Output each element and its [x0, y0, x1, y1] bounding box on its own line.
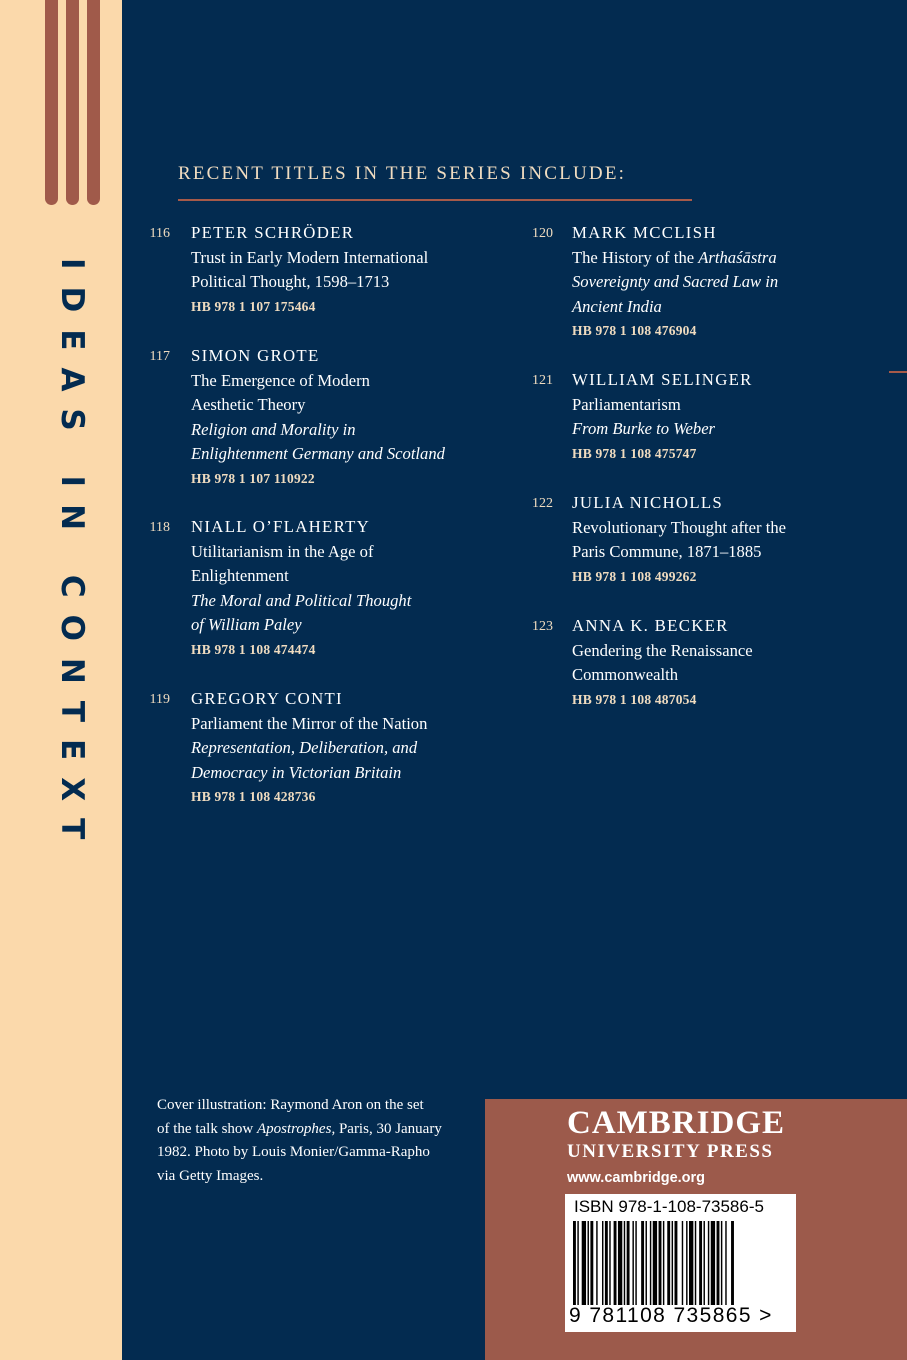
series-number: 120	[532, 226, 553, 241]
publisher-logo-line2: UNIVERSITY PRESS	[567, 1141, 774, 1162]
barcode-digits: 9 781108 735865 >	[569, 1304, 773, 1327]
spine-series-title: IDEAS IN CONTEXT	[54, 258, 90, 857]
barcode-isbn: ISBN 978-1-108-73586-5	[574, 1197, 764, 1216]
author-name: PETER SCHRÖDER	[191, 223, 355, 242]
book-subtitle-line: Sovereignty and Sacred Law in	[572, 272, 779, 292]
cover-credit	[157, 1094, 442, 1188]
book-title-line: Revolutionary Thought after the	[572, 517, 786, 537]
book-title-line: Commonwealth	[572, 665, 679, 685]
author-name: SIMON GROTE	[191, 346, 320, 365]
series-number: 122	[532, 496, 553, 511]
credit-text: of the talk show	[157, 1120, 257, 1137]
credit-line: 1982. Photo by Louis Monier/Gamma-Rapho	[157, 1144, 430, 1160]
series-number: 123	[532, 619, 553, 634]
title-entry-116	[149, 221, 429, 319]
barcode-box	[565, 1194, 796, 1332]
series-number: 117	[149, 349, 170, 364]
isbn-line: HB 978 1 108 499262	[572, 568, 697, 584]
isbn-line: HB 978 1 108 428736	[191, 789, 316, 805]
book-title-line: Parliament the Mirror of the Nation	[191, 713, 428, 733]
book-subtitle-line: of William Paley	[191, 615, 302, 635]
credit-line: via Getty Images.	[157, 1167, 264, 1184]
book-subtitle-line: Ancient India	[572, 296, 662, 316]
publisher-block	[485, 1099, 907, 1360]
book-title-line: Trust in Early Modern International	[191, 247, 429, 267]
book-title-line: Utilitarianism in the Age of	[191, 541, 374, 561]
title-entry-118	[149, 515, 412, 663]
isbn-line: HB 978 1 108 487054	[572, 691, 697, 707]
book-title-italic: Arthaśāstra	[698, 247, 777, 267]
publisher-logo-line1: CAMBRIDGE	[567, 1105, 786, 1141]
book-subtitle-line: Enlightenment Germany and Scotland	[191, 444, 445, 464]
author-name: ANNA K. BECKER	[572, 616, 729, 635]
author-name: JULIA NICHOLLS	[572, 493, 724, 512]
author-name: GREGORY CONTI	[191, 689, 343, 708]
series-number: 121	[532, 373, 553, 388]
credit-text: , Paris, 30 January	[331, 1120, 442, 1137]
title-entry-121	[532, 368, 753, 466]
book-title-line: Enlightenment	[191, 566, 289, 586]
title-entry-122	[532, 491, 786, 589]
book-subtitle-line: Representation, Deliberation, and	[191, 738, 418, 758]
isbn-line: HB 978 1 107 175464	[191, 298, 316, 314]
series-heading: RECENT TITLES IN THE SERIES INCLUDE:	[178, 163, 627, 184]
back-cover	[122, 0, 907, 1360]
publisher-url: www.cambridge.org	[567, 1170, 706, 1186]
book-subtitle-line: The Moral and Political Thought	[191, 590, 412, 610]
series-number: 118	[149, 520, 170, 535]
title-entry-117	[149, 344, 445, 492]
heading-rule	[178, 199, 692, 201]
spine-stripe	[45, 0, 58, 205]
book-subtitle-line: Democracy in Victorian Britain	[191, 762, 402, 782]
book-title-line: Gendering the Renaissance	[572, 640, 753, 660]
edge-tick	[889, 371, 907, 373]
isbn-line: HB 978 1 108 475747	[572, 445, 697, 461]
book-title-line: The Emergence of Modern	[191, 370, 370, 390]
series-number: 116	[149, 226, 170, 241]
book-title-line: Parliamentarism	[572, 394, 681, 414]
author-name: WILLIAM SELINGER	[572, 370, 753, 389]
title-entry-119	[149, 687, 428, 810]
barcode-icon	[571, 1221, 790, 1305]
book-title-line	[572, 246, 778, 271]
book-subtitle-line: From Burke to Weber	[572, 419, 716, 439]
credit-line: Cover illustration: Raymond Aron on the set	[157, 1097, 424, 1113]
spine-stripe	[87, 0, 100, 205]
isbn-line: HB 978 1 107 110922	[191, 470, 315, 486]
spine-stripe	[66, 0, 79, 205]
book-title-line: Paris Commune, 1871–1885	[572, 542, 762, 562]
book-title-line: Aesthetic Theory	[191, 395, 306, 415]
title-entry-120	[532, 221, 779, 344]
isbn-line: HB 978 1 108 474474	[191, 641, 316, 657]
author-name: NIALL O’FLAHERTY	[191, 517, 371, 536]
book-title-line: Political Thought, 1598–1713	[191, 272, 390, 292]
book-subtitle-line: Religion and Morality in	[191, 419, 356, 439]
book-title-text: The History of the	[572, 247, 699, 267]
spine	[0, 0, 122, 1360]
author-name: MARK MCCLISH	[572, 223, 717, 242]
isbn-line: HB 978 1 108 476904	[572, 323, 697, 339]
series-number: 119	[149, 692, 170, 707]
credit-show-title: Apostrophes	[256, 1120, 332, 1137]
credit-line	[157, 1118, 442, 1142]
title-entry-123	[532, 614, 753, 712]
